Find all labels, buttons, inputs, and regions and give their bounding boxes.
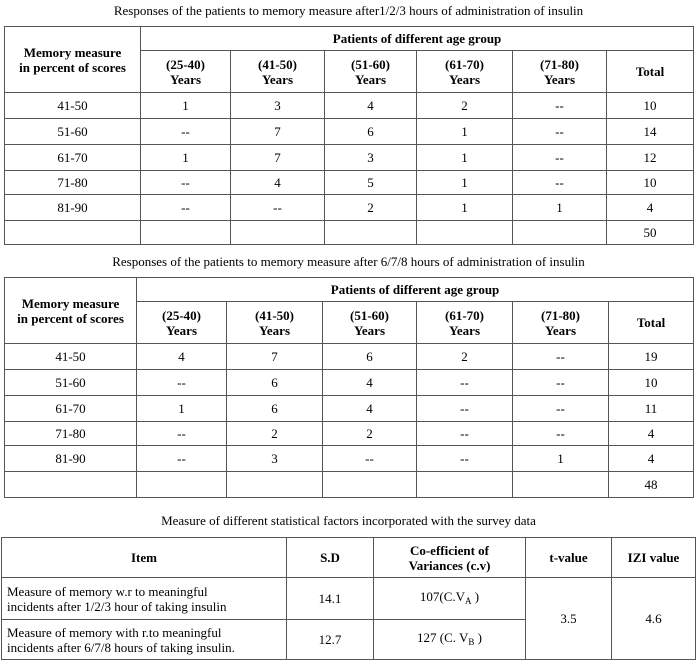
count-cell: 2	[325, 195, 417, 221]
sd-header: S.D	[287, 538, 374, 578]
total-header: Total	[609, 302, 694, 344]
count-cell: --	[417, 370, 513, 396]
total-cell: 4	[609, 422, 694, 446]
total-cell: 12	[607, 145, 694, 171]
count-cell: --	[513, 145, 607, 171]
count-cell: 1	[417, 195, 513, 221]
age-71-80-header: (71-80) Years	[513, 302, 609, 344]
count-cell: 4	[323, 370, 417, 396]
count-cell: 6	[227, 396, 323, 422]
cv-cell: $107(C.V_A$ )	[374, 578, 526, 620]
age-71-80-header: (71-80) Years	[513, 51, 607, 93]
count-cell: 7	[231, 145, 325, 171]
count-cell: --	[417, 422, 513, 446]
total-cell: 10	[607, 171, 694, 195]
count-cell: 5	[325, 171, 417, 195]
total-cell: 10	[609, 370, 694, 396]
table-row	[5, 171, 694, 195]
count-cell: 7	[227, 344, 323, 370]
count-cell: 2	[227, 422, 323, 446]
count-cell: --	[513, 93, 607, 119]
total-cell: 19	[609, 344, 694, 370]
count-cell: 3	[231, 93, 325, 119]
item-cell: Measure of memory with r.to meaningful incidents after 6/7/8 hours of taking insulin.	[2, 620, 287, 660]
count-cell: 1	[417, 145, 513, 171]
total-header: Total	[607, 51, 694, 93]
table-row	[5, 344, 694, 370]
count-cell: 6	[323, 344, 417, 370]
count-cell: 4	[325, 93, 417, 119]
count-cell: --	[141, 195, 231, 221]
memory-range-cell: 71-80	[5, 171, 141, 195]
count-cell: --	[513, 422, 609, 446]
count-cell: 3	[227, 446, 323, 472]
count-cell: 4	[323, 396, 417, 422]
count-cell: 1	[141, 93, 231, 119]
table2-caption: Responses of the patients to memory measure after 6/7/8 hours of administration of insulin	[112, 254, 585, 269]
item-cell: Measure of memory w.r to meaningful incidents after 1/2/3 hour of taking insulin	[2, 578, 287, 620]
count-cell: 3	[325, 145, 417, 171]
table3-caption: Measure of different statistical factors incorporated with the survey data	[161, 513, 536, 528]
age-51-60-header: (51-60) Years	[325, 51, 417, 93]
memory-range-cell: 61-70	[5, 396, 137, 422]
cv-cell: 127 (C. $V_B$ )	[374, 620, 526, 660]
table-row	[5, 396, 694, 422]
memory-range-cell: 51-60	[5, 370, 137, 396]
memory-range-cell: 71-80	[5, 422, 137, 446]
age-61-70-header: (61-70) Years	[417, 302, 513, 344]
table-row	[5, 93, 694, 119]
izi-value-header: IZI value	[612, 538, 696, 578]
count-cell: --	[513, 119, 607, 145]
grand-total-row	[5, 221, 694, 245]
count-cell: --	[417, 396, 513, 422]
total-cell: 4	[607, 195, 694, 221]
memory-range-cell: 51-60	[5, 119, 141, 145]
count-cell: --	[137, 370, 227, 396]
table-row	[5, 370, 694, 396]
table1-caption: Responses of the patients to memory measure after1/2/3 hours of administration of insulin	[113, 3, 584, 18]
age-25-40-header: (25-40) Years	[137, 302, 227, 344]
age-41-50-header: (41-50) Years	[227, 302, 323, 344]
memory-range-cell: 81-90	[5, 195, 141, 221]
count-cell: --	[513, 344, 609, 370]
count-cell: --	[323, 446, 417, 472]
t-value-header: t-value	[526, 538, 612, 578]
cv-header: Co-efficient of Variances (c.v)	[374, 538, 526, 578]
total-cell: 4	[609, 446, 694, 472]
count-cell: 1	[417, 171, 513, 195]
count-cell: 6	[325, 119, 417, 145]
table3	[1, 537, 696, 660]
count-cell: 1	[513, 446, 609, 472]
memory-measure-header: Memory measure in percent of scores	[5, 27, 141, 93]
sd-cell: 14.1	[287, 578, 374, 620]
memory-range-cell: 41-50	[5, 344, 137, 370]
memory-range-cell: 41-50	[5, 93, 141, 119]
count-cell: --	[141, 119, 231, 145]
count-cell: --	[417, 446, 513, 472]
count-cell: 7	[231, 119, 325, 145]
grand-total-cell: 50	[607, 221, 694, 245]
age-51-60-header: (51-60) Years	[323, 302, 417, 344]
memory-range-cell: 81-90	[5, 446, 137, 472]
count-cell: --	[137, 422, 227, 446]
table-row	[5, 119, 694, 145]
grand-total-cell: 48	[609, 472, 694, 498]
count-cell: --	[513, 396, 609, 422]
t-value-cell: 3.5	[526, 578, 612, 660]
table2	[4, 277, 694, 498]
table-row	[5, 422, 694, 446]
table-row	[2, 578, 696, 620]
age-61-70-header: (61-70) Years	[417, 51, 513, 93]
count-cell: 2	[417, 93, 513, 119]
count-cell: --	[141, 171, 231, 195]
table-row	[5, 446, 694, 472]
total-cell: 11	[609, 396, 694, 422]
sd-cell: 12.7	[287, 620, 374, 660]
age-41-50-header: (41-50) Years	[231, 51, 325, 93]
count-cell: 6	[227, 370, 323, 396]
count-cell: 4	[137, 344, 227, 370]
count-cell: --	[231, 195, 325, 221]
count-cell: 1	[137, 396, 227, 422]
count-cell: 2	[417, 344, 513, 370]
count-cell: 1	[141, 145, 231, 171]
count-cell: --	[137, 446, 227, 472]
grand-total-row	[5, 472, 694, 498]
total-cell: 14	[607, 119, 694, 145]
count-cell: --	[513, 171, 607, 195]
count-cell: 4	[231, 171, 325, 195]
age-group-header: Patients of different age group	[137, 278, 694, 302]
age-25-40-header: (25-40) Years	[141, 51, 231, 93]
count-cell: 1	[417, 119, 513, 145]
memory-measure-header: Memory measure in percent of scores	[5, 278, 137, 344]
table-row	[5, 145, 694, 171]
izi-value-cell: 4.6	[612, 578, 696, 660]
count-cell: 1	[513, 195, 607, 221]
table-row	[5, 195, 694, 221]
count-cell: 2	[323, 422, 417, 446]
item-header: Item	[2, 538, 287, 578]
memory-range-cell: 61-70	[5, 145, 141, 171]
table1	[4, 26, 694, 245]
count-cell: --	[513, 370, 609, 396]
total-cell: 10	[607, 93, 694, 119]
age-group-header: Patients of different age group	[141, 27, 694, 51]
